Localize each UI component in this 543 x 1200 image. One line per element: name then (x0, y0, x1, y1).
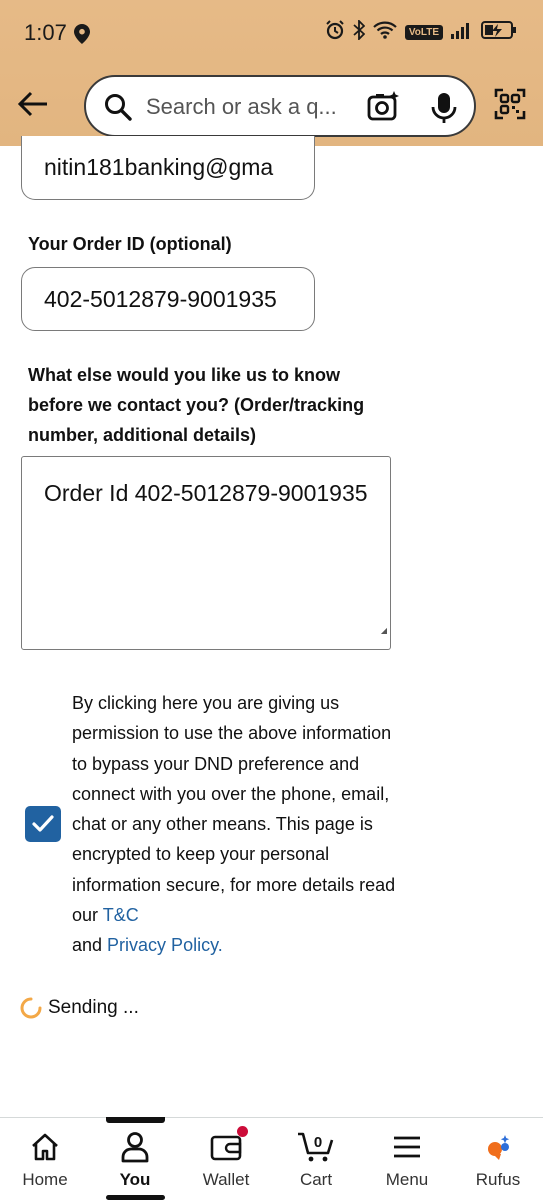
sending-status (20, 997, 139, 1019)
home-icon (30, 1130, 60, 1164)
location-icon (74, 24, 90, 49)
nav-home-label: Home (22, 1170, 68, 1189)
back-button[interactable] (14, 86, 52, 122)
resize-grip-icon[interactable]: ◢ (380, 626, 387, 635)
consent-checkbox[interactable] (25, 806, 61, 842)
nav-wallet[interactable] (181, 1118, 271, 1200)
alarm-icon (325, 20, 345, 45)
order-id-label: Your Order ID (optional) (28, 234, 232, 254)
cart-count: 0 (313, 1134, 323, 1151)
rufus-icon (483, 1130, 513, 1164)
active-tab-indicator (106, 1117, 165, 1123)
signal-icon (451, 21, 473, 44)
user-icon (120, 1130, 150, 1164)
camera-search-icon[interactable] (366, 89, 402, 130)
gesture-indicator (106, 1195, 165, 1200)
back-arrow-icon (17, 90, 49, 118)
status-time: 1:07 (24, 20, 67, 45)
status-bar (0, 0, 543, 68)
nav-home[interactable] (0, 1118, 90, 1200)
bottom-navigation (0, 1117, 543, 1200)
bluetooth-icon (353, 20, 365, 45)
email-value: nitin181banking@gma (44, 154, 274, 180)
microphone-icon[interactable] (430, 91, 458, 130)
status-icons (325, 20, 517, 45)
app-header (0, 0, 543, 146)
volte-badge: VoLTE (405, 25, 443, 40)
sending-text: Sending ... (48, 997, 139, 1018)
wallet-icon (210, 1130, 242, 1164)
details-textarea[interactable] (21, 456, 391, 650)
consent-period: . (217, 935, 223, 956)
email-field[interactable] (21, 136, 315, 200)
nav-cart[interactable] (271, 1118, 361, 1200)
order-id-field[interactable] (21, 267, 315, 331)
nav-rufus[interactable] (453, 1118, 543, 1200)
nav-rufus-label: Rufus (475, 1170, 521, 1189)
checkmark-icon (31, 814, 55, 834)
order-id-value: 402-5012879-9001935 (44, 285, 277, 312)
menu-icon (393, 1130, 421, 1164)
loading-spinner-icon (20, 997, 42, 1019)
search-input[interactable]: Search or ask a q... (146, 94, 337, 119)
search-bar[interactable] (84, 75, 476, 137)
nav-wallet-label: Wallet (202, 1170, 250, 1189)
cart-icon (296, 1130, 336, 1164)
wallet-notification-dot (237, 1126, 248, 1137)
consent-text (72, 688, 402, 961)
details-label: What else would you like us to know before we contact you? (Order/tracking number, additional details) (28, 365, 365, 445)
nav-menu-label: Menu (385, 1170, 429, 1189)
nav-menu[interactable] (362, 1118, 452, 1200)
consent-body: By clicking here you are giving us permission to use the above information to bypass your DND preference and connect with you over the phone, email, chat or any other means. This page is encrypted to keep your personal information secure, for more details read our (72, 693, 396, 926)
tc-link[interactable]: T&C (102, 905, 139, 926)
qr-scan-icon[interactable] (494, 88, 526, 125)
nav-cart-label: Cart (299, 1170, 333, 1189)
nav-you-label: You (119, 1170, 151, 1189)
consent-and: and (72, 935, 108, 956)
privacy-policy-link[interactable]: Privacy Policy (107, 935, 218, 956)
nav-you[interactable] (90, 1118, 180, 1200)
wifi-icon (373, 21, 397, 44)
details-value: Order Id 402-5012879-9001935 (44, 480, 368, 506)
battery-icon (481, 20, 517, 45)
search-icon (104, 93, 132, 126)
